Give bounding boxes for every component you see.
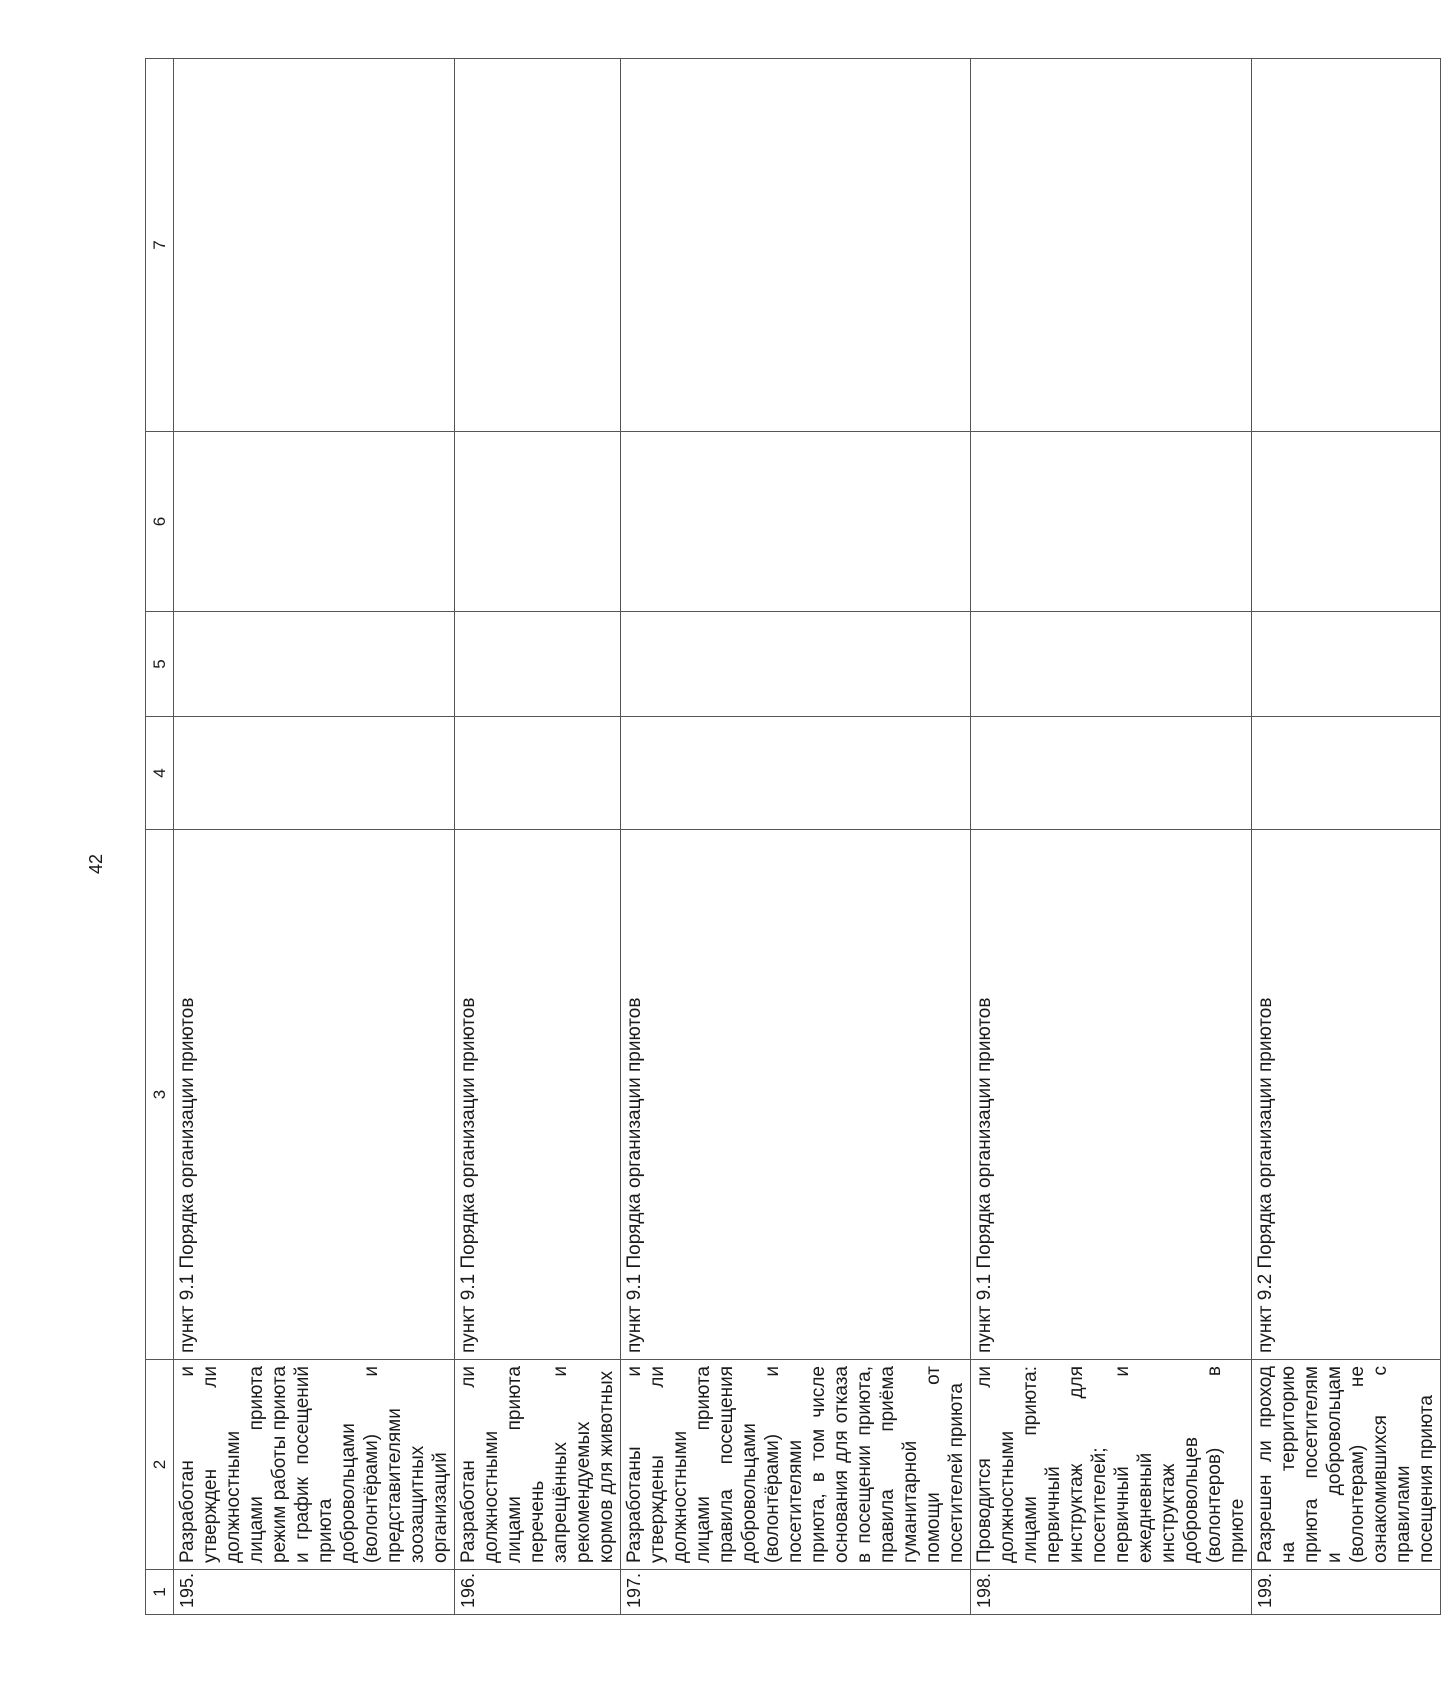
empty-cell [174, 717, 455, 830]
empty-cell [455, 717, 621, 830]
table-row [621, 59, 971, 1615]
table-row [455, 59, 621, 1615]
header-cell-7: 7 [146, 59, 174, 432]
empty-cell [621, 59, 971, 432]
table-frame [145, 59, 1437, 1615]
row-number: 197. [621, 1570, 971, 1615]
empty-cell [174, 432, 455, 612]
row-number: 199. [1252, 1570, 1441, 1615]
header-row [146, 59, 174, 1615]
empty-cell [455, 432, 621, 612]
empty-cell [455, 612, 621, 717]
question-cell: Разработан и утвержден ли должностными лицами приюта режим работы приюта и график посещений приюта добровольцами (волонтёрами) и представителями зоозащитных организаций [174, 1360, 455, 1570]
inspection-table [145, 58, 1441, 1615]
empty-cell [455, 59, 621, 432]
rotated-table-container [145, 59, 1437, 1615]
empty-cell [174, 59, 455, 432]
empty-cell [971, 612, 1252, 717]
empty-cell [1252, 432, 1441, 612]
header-cell-1: 1 [146, 1570, 174, 1615]
row-number: 198. [971, 1570, 1252, 1615]
page-number: 42 [86, 853, 106, 875]
table-row [971, 59, 1252, 1615]
question-cell: Разработаны и утверждены ли должностными лицами приюта правила посещения добровольцами (волонтёрами) и посетителями приюта, в том числе основания для отказа в посещении приюта, правила приёма гуманитарной помощи от посетителей приюта [621, 1360, 971, 1570]
reference-cell: пункт 9.1 Порядка организации приютов [971, 830, 1252, 1360]
header-cell-4: 4 [146, 717, 174, 830]
question-cell: Разрешен ли проход на территорию приюта посетителям и добровольцам (волонтерам) не ознакомившихся с правилами посещения приюта [1252, 1360, 1441, 1570]
empty-cell [1252, 717, 1441, 830]
reference-cell: пункт 9.1 Порядка организации приютов [174, 830, 455, 1360]
empty-cell [1252, 612, 1441, 717]
reference-cell: пункт 9.1 Порядка организации приютов [621, 830, 971, 1360]
question-cell: Проводится ли должностными лицами приюта: первичный инструктаж для посетителей; первичный и ежедневный инструктаж добровольцев (волонтеров) в приюте [971, 1360, 1252, 1570]
header-cell-2: 2 [146, 1360, 174, 1570]
row-number: 195. [174, 1570, 455, 1615]
header-cell-6: 6 [146, 432, 174, 612]
row-number: 196. [455, 1570, 621, 1615]
empty-cell [621, 717, 971, 830]
empty-cell [1252, 59, 1441, 432]
header-cell-5: 5 [146, 612, 174, 717]
empty-cell [971, 432, 1252, 612]
empty-cell [971, 717, 1252, 830]
table-row [174, 59, 455, 1615]
table-row [1252, 59, 1441, 1615]
header-cell-3: 3 [146, 830, 174, 1360]
empty-cell [621, 612, 971, 717]
empty-cell [174, 612, 455, 717]
reference-cell: пункт 9.1 Порядка организации приютов [455, 830, 621, 1360]
empty-cell [971, 59, 1252, 432]
reference-cell: пункт 9.2 Порядка организации приютов [1252, 830, 1441, 1360]
question-cell: Разработан ли должностными лицами приюта перечень запрещённых и рекомендуемых кормов для животных [455, 1360, 621, 1570]
empty-cell [621, 432, 971, 612]
